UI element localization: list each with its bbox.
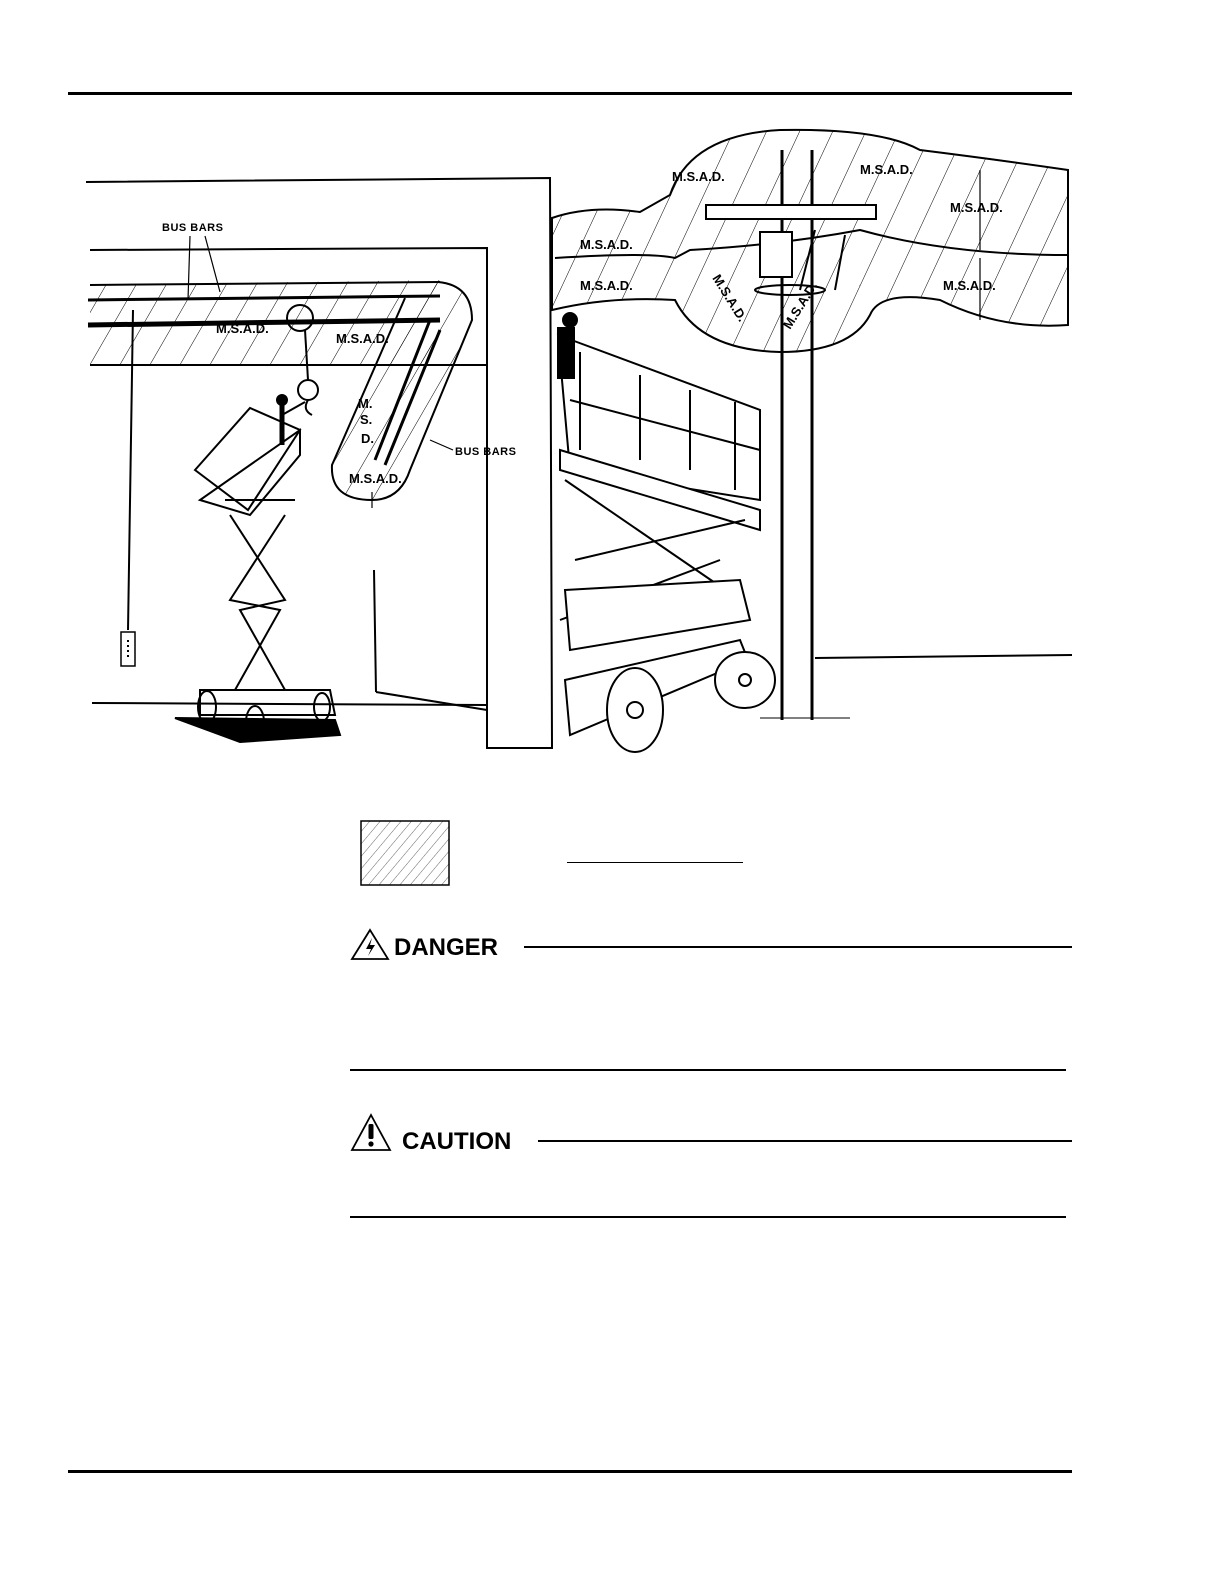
- label-msad-outdoor-7: M.S.A.D.: [709, 271, 751, 325]
- label-msad-outdoor-5: M.S.A.D.: [950, 200, 1003, 215]
- label-msad-indoor-1: M.S.A.D.: [216, 321, 269, 336]
- danger-rule: [524, 946, 1072, 948]
- danger-label: DANGER: [394, 934, 499, 961]
- label-msad-outdoor-8: M.S.A.D.: [779, 278, 821, 332]
- label-msad-m: M.: [358, 396, 373, 411]
- exclamation-triangle-icon: [350, 1113, 392, 1153]
- caution-end-rule: [350, 1216, 1066, 1218]
- outdoor-scene: [552, 130, 1072, 752]
- electric-hazard-triangle-icon: [350, 928, 390, 962]
- label-msad-indoor-2: M.S.A.D.: [336, 331, 389, 346]
- legend-underline: [567, 862, 743, 863]
- indoor-scene: [86, 178, 552, 748]
- caution-heading: [350, 1113, 1072, 1153]
- label-msad-d: D.: [361, 431, 374, 446]
- label-msad-outdoor-4: M.S.A.D.: [860, 162, 913, 177]
- label-msad-outdoor-3: M.S.A.D.: [672, 169, 725, 184]
- label-msad-outdoor-6: M.S.A.D.: [943, 278, 996, 293]
- label-msad-outdoor-1: M.S.A.D.: [580, 237, 633, 252]
- caution-rule: [538, 1140, 1072, 1142]
- hatch-legend-swatch: [360, 820, 450, 886]
- label-msad-indoor-3: M.S.A.D.: [349, 471, 402, 486]
- label-msad-s: S.: [360, 412, 373, 427]
- caution-label: CAUTION: [402, 1128, 512, 1155]
- footer-rule: [68, 1470, 1072, 1473]
- label-bus-bars-side: BUS BARS: [455, 446, 517, 458]
- label-bus-bars-top: BUS BARS: [162, 222, 224, 234]
- danger-heading: [350, 928, 1072, 968]
- label-msad-outdoor-2: M.S.A.D.: [580, 278, 633, 293]
- danger-end-rule: [350, 1069, 1066, 1071]
